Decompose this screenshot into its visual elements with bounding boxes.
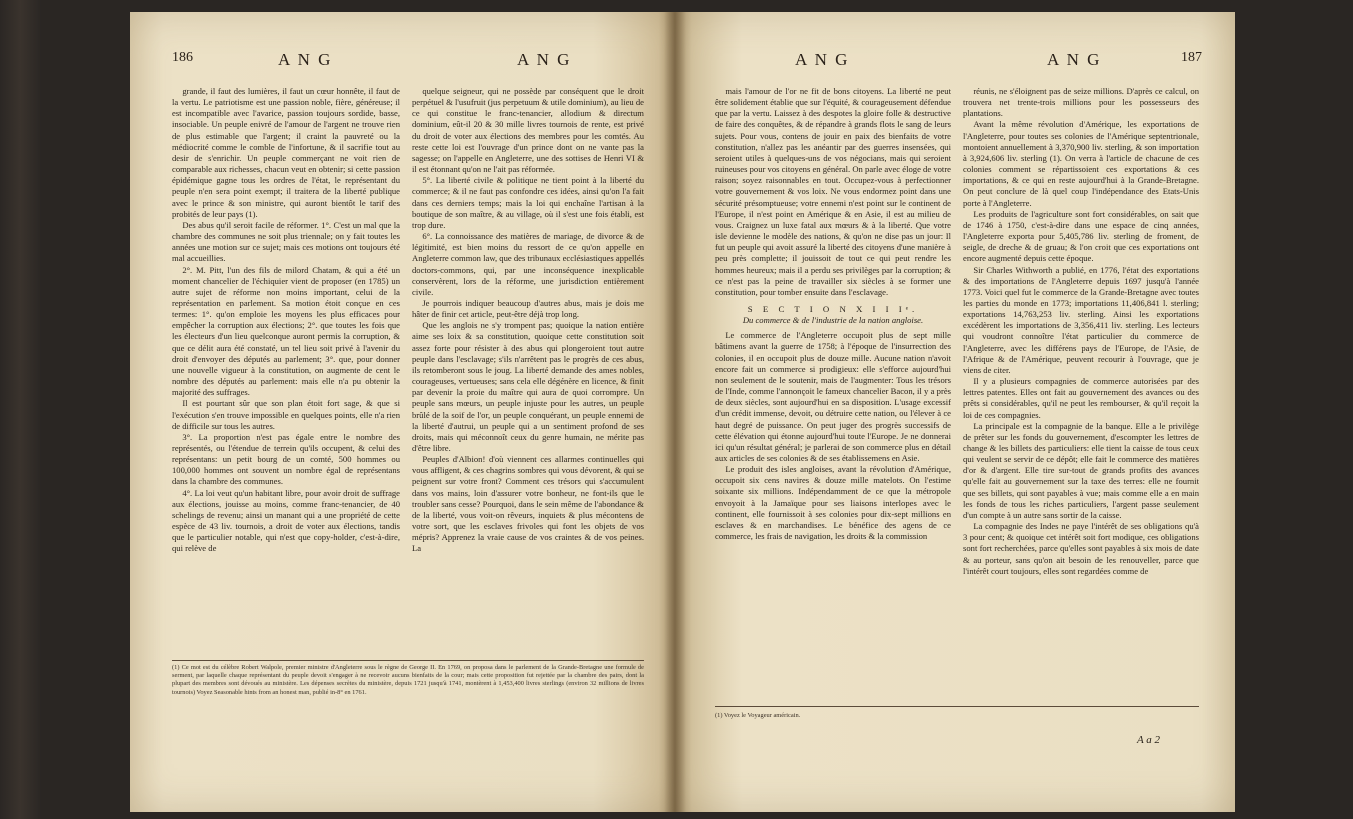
paragraph: Des abus qu'il seroit facile de réformer. 1°. C'est un mal que la chambre des communes ne soit plus triennale; on y fait toutes les années une motion sur ce sujet; mais ces motions ont toujours été mal accueillies. xyxy=(172,219,400,264)
paragraph: Le commerce de l'Angleterre occupoit plus de sept mille bâtimens avant la guerre de 1758; à l'époque de l'insurrection des colonies, il en occupoit plus de douze mille. Aucune nation n'avoit encore fait un commerce si prodigieux: elle s'efforce aujourd'hui non seulement de le soutenir, mais de l'augmenter: Tous les trésors de l'Inde, comme l'annonçoit le fameux chancelier Bacon, il y a près de deux siècles, sont aujourd'hui en sa disposition. L'usage excessif d'un crédit immense, devoit, ou détruire cette nation, ou l'élever à ce haut degré de puissance. On peut juger des progrès successifs de cette élévation qui étonne aujourd'hui toute l'Europe. Je ne donnerai ici qu'un résultat général; je parlerai de son commerce plus en détail aux articles de ses colonies & de ses établissemens en Asie. xyxy=(715,330,951,463)
page-number: 187 xyxy=(1181,50,1202,65)
paragraph: 3°. La proportion n'est pas égale entre le nombre des représentés, ou l'étendue de terrein qu'ils occupent, & celui des représentans: un petit bourg de un comté, 500 hommes ou 100,000 hommes ont souvent un nombre égal de représentans dans la chambre des communes. xyxy=(172,431,400,487)
footnote-rule xyxy=(715,706,1199,707)
signature-mark: A a 2 xyxy=(1137,734,1161,746)
paragraph: grande, il faut des lumières, il faut un cœur honnête, il faut de la vertu. Le patriotisme est une passion noble, fière, généreuse; il est incompatible avec l'avarice, passion toujours sordide, basse, insociable. Un peuple enivré de l'amour de l'argent ne trouve rien de plus estimable que l'argent; il craint la pauvreté ou la médiocrité comme le comble de l'infortune, & il sacrifie tout au desir de s'enrichir. Un peuple commerçant ne voit rien de comparable aux richesses, chacun veut en obtenir; si cette passion épidémique gagne tous les ordres de l'état, le représentant du peuple n'en sera point exempt; il traitera de la liberté publique avec le prince & son ministre, qui auront bientôt le tarif des probités de leur pays (1). xyxy=(172,86,400,219)
footnote: (1) Voyez le Voyageur américain. xyxy=(715,712,801,719)
left-column-2 xyxy=(412,86,644,654)
paragraph: La principale est la compagnie de la banque. Elle a le privilège de prêter sur les fonds du gouvernement, d'escompter les lettres de change & les billets des particuliers: elle tient la caisse de tous ceux qui veulent se servir de ce dépôt; elle fait le commerce des matières d'or & d'argent. Elle tire sur-tout de grands profits des avances qu'elle fait au gouvernement sur la taxe des terres: elle ne fournit que ses billets, qui sont payables à vue; mais comme elle a en main les fonds de tous les riches particuliers, l'argent passe seulement d'un compte à un autre sans sortir de la caisse. xyxy=(963,420,1199,520)
paragraph: 4°. La loi veut qu'un habitant libre, pour avoir droit de suffrage aux élections, jouisse au moins, comme franc-tenancier, de 40 schelings de revenu; ainsi un manant qui a une propriété de cette espèce de 43 liv. tournois, a droit de voter aux élections, tandis que le particulier notable, qui n'est que copy-holder, c'est-à-dire, qui relève de xyxy=(172,487,400,554)
paragraph: Peuples d'Albion! d'où viennent ces allarmes continuelles qui vous affligent, & ces chagrins sombres qui vous dévorent, & qui se peignent sur votre front? Comment ces trésors qui s'accumulent dans vos mains, loin d'assurer votre bonheur, ne font-ils que le troubler sans cesse? Pourquoi, dans le sein même de l'abondance & de la liberté, vous voit-on rêveurs, inquiets & plus mécontens de votre sort, que les esclaves frivoles qui font les objets de vos mépris? Apprenez la vraie cause de vos craintes & de vos peines. La xyxy=(412,454,644,554)
page-number: 186 xyxy=(172,50,193,65)
paragraph: 6°. La connoissance des matières de mariage, de divorce & de légitimité, est bien moins du ressort de ce qu'on appelle en Angleterre common law, que des tribunaux ecclésiastiques appellés doctors-commons, qui, par une inconséquence inexplicable conservèrent, lors de la réforme, une jurisdiction entièrement civile. xyxy=(412,231,644,297)
running-head xyxy=(675,50,1235,72)
paragraph: Je pourrois indiquer beaucoup d'autres abus, mais je dois me hâter de finir cet article, peut-être déjà trop long. xyxy=(412,297,644,320)
right-column-2 xyxy=(963,86,1199,698)
running-head xyxy=(130,50,675,72)
paragraph: La compagnie des Indes ne paye l'intérêt de ses obligations qu'à 3 pour cent; & quoique cet intérêt soit fort modique, ces obligations sont fort recherchées, parce qu'elles sont payables à six mois de date & au porteur, sans qu'on ait besoin de les renouveller, parce que l'intérêt court toujours, elles sont regardées comme de xyxy=(963,521,1199,576)
paragraph: 5°. La liberté civile & politique ne tient point à la liberté du commerce; & il ne faut pas confondre ces idées, ainsi qu'on l'a fait dans ces derniers temps; mais la loi qui enchaîne l'artisan à la boutique de son maître, & au village, où il s'est une fois établi, est trop dure. xyxy=(412,175,644,230)
section-title: S E C T I O N X I I Iᵉ. xyxy=(747,303,919,314)
paragraph: Avant la même révolution d'Amérique, les exportations de l'Angleterre, pour toutes ses colonies de l'Amérique septentrionale, montoient annuellement à 3,370,900 liv. sterling, & son importation à 3,924,606 liv. sterling (1). On verra à l'article de chacune de ces colonies comment se répartissoient ces exportations & ces importations, & ce qui en reste aujourd'hui à la Grande-Bretagne. On peut conclure de là quel coup l'indépendance des Etats-Unis porte à l'Angleterre. xyxy=(963,119,1199,208)
left-column-1 xyxy=(172,86,400,654)
paragraph: 2°. M. Pitt, l'un des fils de milord Chatam, & qui a été un moment chancelier de l'échiquier vient de proposer (en 1785) un autre sujet de réforme non moins important, celui de la représentation en parlement. Sa motion étoit conçue en ces termes: 1°. qu'on emploie les moyens les plus efficaces pour empêcher la corruption aux élections; 2°. que toutes les fois que les électeurs d'un lieu quelconque auront permis la corruption, & que ce délit aura été constaté, un tel lieu soit privé à l'avenir du droit d'envoyer des députés au parlement; 3°. que, pour donner une nouvelle vigueur à la constitution, on augmente de cent le nombre des députés au parlement: mais elle n'a pu obtenir la majorité des suffrages. xyxy=(172,264,400,398)
paragraph: Que les anglois ne s'y trompent pas; quoique la nation entière aime ses loix & sa constitution, quoique cette constitution soit assez forte pour résister à des abus qui plongeroient tout autre peuple dans l'esclavage; s'ils n'arrêtent pas le progrès de ces abus, ils retomberont sous le joug. La liberté demande des ames nobles, courageuses, vertueuses; sans cela elle dégénère en licence, & finit par devenir la proie du maître qui aura de quoi corrompre. Un peuple sans mœurs, un peuple injuste pour les autres, un peuple brûlé de la soif de l'or, un peuple conquérant, un peuple ennemi de la liberté d'autrui, un peuple qui a un sentiment profond de ses droits, mais qui méconnoît ceux du genre humain, ne mérite pas d'être libre. xyxy=(412,320,644,453)
footnote-rule xyxy=(172,660,644,661)
right-column-1 xyxy=(715,86,951,698)
left-page xyxy=(130,12,675,812)
running-head-right: A N G xyxy=(1047,50,1102,69)
book-gutter xyxy=(664,12,686,812)
paragraph: Sir Charles Withworth a publié, en 1776, l'état des exportations & des importations de l'Angleterre depuis 1697 jusqu'à l'année 1773. Voici quel fut le commerce de la Grande-Bretagne avec toutes les parties du monde en 1773; importations 11,406,841 l. sterling; exportations 14,763,253 liv. sterling. Ainsi les exportations excédèrent les importations de 3,356,411 liv. sterling. Les lecteurs qui voudront connoître l'état particulier du commerce de l'Angleterre, avec les différens pays de l'Europe, de l'Asie, de l'Afrique & de l'Amérique, peuvent recourir à l'ouvrage, que je viens de citer. xyxy=(963,264,1199,375)
running-head-left: A N G xyxy=(278,50,333,69)
footnote: (1) Ce mot est du célèbre Robert Walpole, premier ministre d'Angleterre sous le règne de George II. En 1769, on proposa dans le parlement de la Grande-Bretagne une formule de serment, par laquelle chaque représentant du peuple devoit s'engager à ne recevoir aucuns bienfaits de la cour; mais cette proposition fut rejettée par la chambre des pairs, dont la plupart des membres sont dévoués au ministère. Les dépenses secrètes du ministère, depuis 1721 jusqu'à 1741, montèrent à 1,453,400 livres sterlings (environ 32 millions de livres tournois) Voyez Seasonable hints from an honest man, publié in-8° en 1761. xyxy=(172,664,644,696)
paragraph: quelque seigneur, qui ne possède par conséquent que le droit perpétuel & l'usufruit (jus perpetuum & utile dominium), au lieu de ce qui constitue le franc-tenancier, allodium & directum dominium, eût-il 20 & 30 mille livres tournois de rente, est privé du droit de voter aux élections des membres pour les comtés. Au reste cette loi est l'ouvrage d'un prince dont on ne vante pas la sagesse; on l'appelle en Angleterre, une des sottises de Henri VI & il est étonnant qu'on ne l'ait pas réformée. xyxy=(412,86,644,175)
paragraph: Les produits de l'agriculture sont fort considérables, on sait que de 1746 à 1750, c'est-à-dire dans une espace de cinq années, l'Angleterre exporta pour 5,405,786 liv. sterling de froment, de seigle, de dreche & de gruau; & l'on croit que ces exportations ont encore augmenté depuis cette époque. xyxy=(963,208,1199,264)
running-head-left: A N G xyxy=(795,50,850,69)
running-head-right: A N G xyxy=(517,50,572,69)
section-subtitle: Du commerce & de l'industrie de la nation angloise. xyxy=(742,315,924,326)
right-page xyxy=(675,12,1235,812)
paragraph: Il est pourtant sûr que son plan étoit fort sage, & que si l'exécution s'en trouve impossible en quelques points, elle n'a rien de difficile sur tous les autres. xyxy=(172,398,400,431)
paragraph: réunis, ne s'éloignent pas de seize millions. D'après ce calcul, on trouvera net trente-trois millions pour les possesseurs des plantations. xyxy=(963,86,1199,119)
paragraph: Il y a plusieurs compagnies de commerce autorisées par des lettres patentes. Elles ont fait au gouvernement des avances ou des prêts si considérables, qu'il ne peut les rembourser, & qu'il reçoit la loi de ces compagnies. xyxy=(963,376,1199,420)
paragraph: Le produit des isles angloises, avant la révolution d'Amérique, occupoit six cens navires & douze mille matelots. On l'estime soixante six millions. Indépendamment de ce que la métropole envoyoit à la Jamaïque pour ses liaisons interlopes avec le continent, elle fournissoit à ses colonies pour dix-sept millions en esclaves & en marchandises. Le bénéfice des agens de ce commerce, les frais de navigation, les droits & la commission xyxy=(715,464,951,542)
paragraph: mais l'amour de l'or ne fit de bons citoyens. La liberté ne peut être solidement établie que sur l'équité, & courageusement défendue que par la vertu. Laissez à des despotes la gloire folle & destructive de faire des conquêtes, & de répandre à grands flots le sang de leurs sujets. Pour vous, contens de jouir en paix des bienfaits de votre constitution, n'allez pas les anéantir par des guerres insensées, qui seroient utiles à quelques-uns de vos négocians, mais qui seroient ruineuses pour vos citoyens en général. On parle avec éloge de votre raison; soyez raisonnables en tout. Occupez-vous à perfectionner votre gouvernement & vos loix. Ne vous endormez point dans une sécurité présomptueuse; votre ennemi n'est point sur le continent de l'Europe, il n'est point en Amérique & en Asie, il est au milieu de vous. Craignez un luxe fatal aux mœurs & à la liberté. Que votre isle devienne le modèle des nations, & qu'on ne dise pas un jour: Il fut un peuple qui avoit assuré la liberté des citoyens d'une manière à peu près complette; il jouissoit de tout ce qui peut rendre les hommes heureux; mais il a perdu ses privilèges par la corruption; & ce n'est pas la peine de travailler six siècles à se former une constitution, pour tomber ensuite dans l'esclavage. xyxy=(715,86,951,297)
